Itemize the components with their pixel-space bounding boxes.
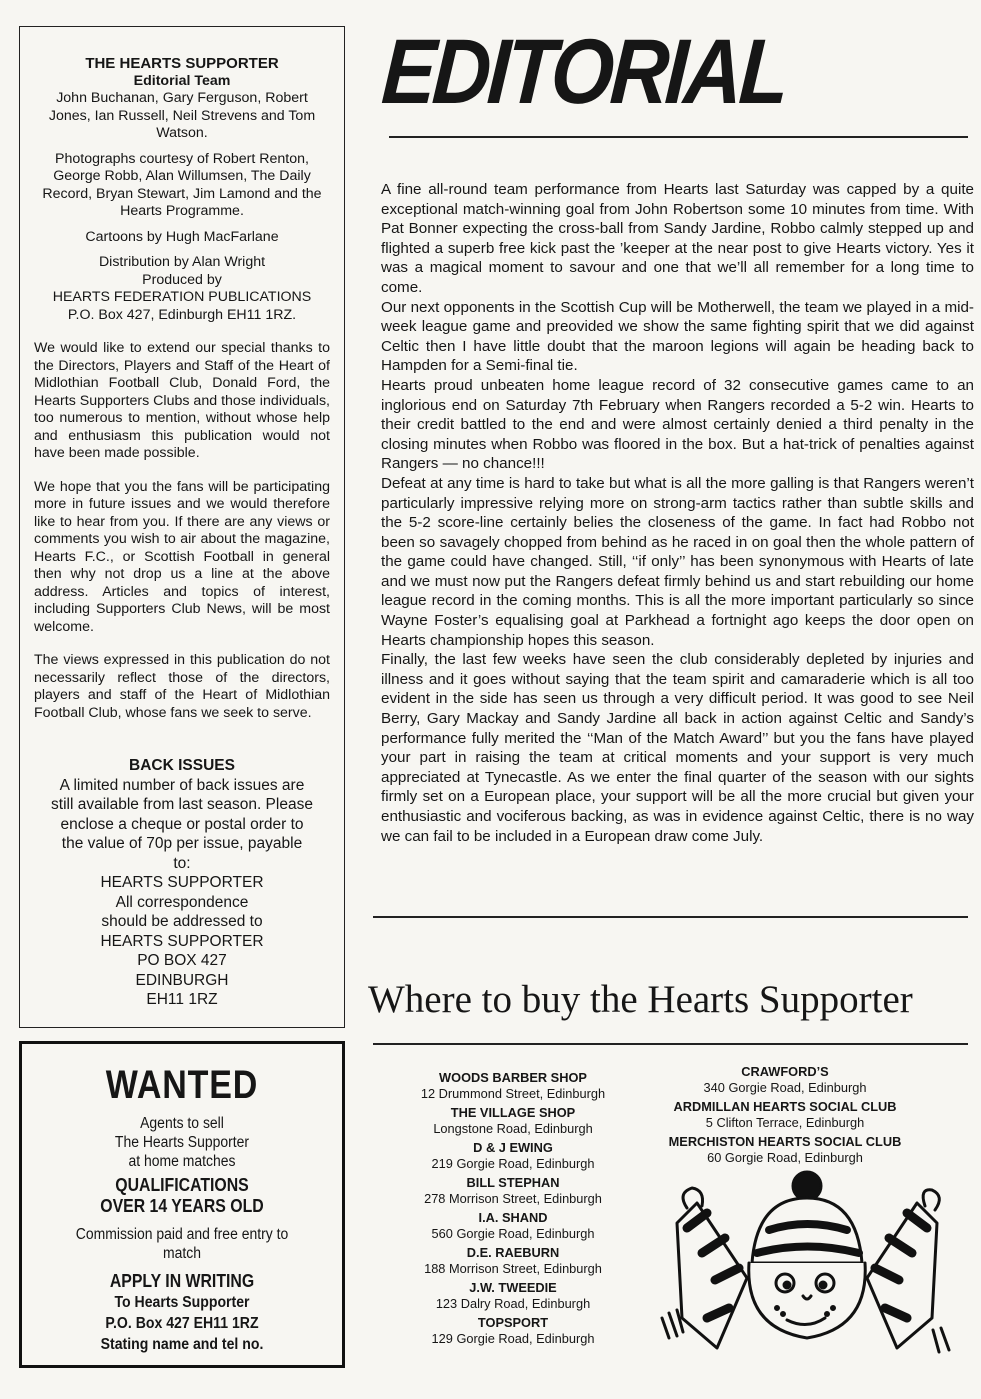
shop-name: BILL STEPHAN <box>466 1175 560 1190</box>
editorial-bottom-rule <box>373 916 968 918</box>
mascot-cartoon-icon <box>657 1168 957 1383</box>
editorial-paragraph: Our next opponents in the Scottish Cup will be Motherwell, the team we played in a mid-week league game and preovided we show the same fighting spirit that we did against Celtic then I have little doubt that the maroon legions will again be heading back to Hampden for a Semi-final tie. <box>381 298 974 375</box>
back-issues-line: EDINBURGH <box>135 971 229 989</box>
shop-address: 340 Gorgie Road, Edinburgh <box>703 1079 867 1095</box>
editorial-team-label: Editorial Team <box>133 72 231 89</box>
back-issues-line: the value of 70p per issue, payable <box>61 835 303 852</box>
wanted-advert <box>19 1041 345 1368</box>
apply-line: Stating name and tel no. <box>100 1336 264 1353</box>
back-issues-line: PO BOX 427 <box>137 952 227 969</box>
shop-name: TOPSPORT <box>477 1315 549 1330</box>
shop-address: 129 Gorgie Road, Edinburgh <box>431 1330 595 1346</box>
shop-name: WOODS BARBER SHOP <box>439 1070 587 1085</box>
qualifications-line: QUALIFICATIONS <box>115 1175 249 1195</box>
editorial-body <box>381 180 974 846</box>
shop-name: THE VILLAGE SHOP <box>450 1105 576 1120</box>
back-issues-line: to: <box>173 854 191 872</box>
editorial-heading-rule <box>389 136 968 138</box>
shop-address: 12 Drummond Street, Edinburgh <box>420 1085 606 1101</box>
back-issues-line: enclose a cheque or postal order to <box>60 815 304 833</box>
publisher-address: P.O. Box 427, Edinburgh EH11 1RZ. <box>67 306 297 323</box>
editorial-heading: EDITORIAL <box>379 21 789 123</box>
wanted-line: at home matches <box>128 1153 236 1170</box>
photo-credits: Photographs courtesy of Robert Renton, George Robb, Alan Willumsen, The Daily Record, Bryan Stewart, Jim Lamond and the Hearts Programme. <box>42 150 322 219</box>
shop-name: ARDMILLAN HEARTS SOCIAL CLUB <box>673 1099 897 1114</box>
views-disclaimer: The views expressed in this publication do not necessarily reflect those of the directors, players and staff of the Heart of Midlothian Football Club, whose fans we seek to serve. <box>34 652 330 721</box>
shop-name: CRAWFORD’S <box>741 1064 829 1079</box>
qualifications-line: OVER 14 YEARS OLD <box>100 1196 264 1216</box>
shop-address: 278 Morrison Street, Edinburgh <box>424 1190 602 1206</box>
thanks-paragraph: We would like to extend our special thanks to the Directors, Players and Staff of the Heart of Midlothian Football Club, Donald Ford, the Hearts Supporters Clubs and those individuals, too numerous to mention, without whose help and enthusiasm this publication would not have been made possible. <box>34 340 330 461</box>
distribution-credit: Distribution by Alan Wright <box>98 254 266 270</box>
shop-name: D.E. RAEBURN <box>466 1245 560 1260</box>
apply-line: To Hearts Supporter <box>114 1294 250 1311</box>
wanted-title: WANTED <box>105 1063 259 1107</box>
masthead-box <box>19 26 345 1028</box>
shop-name: D & J EWING <box>473 1140 553 1155</box>
shop-address: 188 Morrison Street, Edinburgh <box>424 1260 602 1276</box>
commission-line: match <box>163 1245 201 1262</box>
editorial-paragraph: Finally, the last few weeks have seen the club considerably depleted by injuries and illness and it goes without saying that the team spirit and camaraderie which is all too evident in the side has seen us through a very difficult period. It was good to see Neil Berry, Gary Mackay and Sandy Jardine all back in action against Celtic and Sandy’s performance fully merited the ‘‘Man of the Match Award’’ but you the fans have played your part in raising the team at critical moments and your support is very much appreciated at Tynecastle. As we enter the final quarter of the season with our sights firmly set on a European place, your support will be all the more crucial but given your enthusiastic and vociferous backing, as was in evidence against Celtic, there is no way we can fail to be included in a European draw come July. <box>381 651 974 845</box>
publisher-name: HEARTS FEDERATION PUBLICATIONS <box>52 289 312 305</box>
wanted-line: Agents to sell <box>140 1115 224 1132</box>
masthead-title: THE HEARTS SUPPORTER <box>85 55 279 72</box>
shop-address: 5 Clifton Terrace, Edinburgh <box>705 1114 865 1130</box>
back-issues-line: EH11 1RZ <box>146 991 218 1008</box>
where-to-buy-rule <box>373 1043 968 1045</box>
back-issues-line: All correspondence <box>115 893 249 911</box>
editorial-team-names: John Buchanan, Gary Ferguson, Robert Jones, Ian Russell, Neil Strevens and Tom Watson. <box>48 90 316 141</box>
back-issues-line: still available from last season. Please <box>51 796 313 813</box>
apply-line: P.O. Box 427 EH11 1RZ <box>105 1315 259 1332</box>
back-issues-line: HEARTS SUPPORTER <box>100 874 264 891</box>
shop-address: 123 Dalry Road, Edinburgh <box>435 1295 591 1311</box>
editorial-paragraph: Defeat at any time is hard to take but what is all the more galling is that Rangers weren’t particularly impressive relying more on strong-arm tactics rather than subtle skills and the 5-2 score-line certainly belies the closeness of the game. In fact had Robbo not been so savagely chopped from behind as he raced in on goal then the whole pattern of the game could have changed. Still, ‘‘if only’’ has been synonymous with Hearts of late and we must now put the Rangers defeat firmly behind us and start rebuilding our home league record in the coming months. This is all the more important particularly so since Wayne Foster’s equalising goal at Parkhead a fortnight ago keeps the door open on Hearts championship hopes this season. <box>381 474 974 649</box>
shop-address: Longstone Road, Edinburgh <box>433 1120 593 1136</box>
shop-list-right <box>660 1064 910 1169</box>
where-to-buy-heading: Where to buy the Hearts Supporter <box>368 978 913 1021</box>
back-issues-line: should be addressed to <box>101 913 263 930</box>
shop-name: J.W. TWEEDIE <box>469 1280 557 1295</box>
wanted-line: The Hearts Supporter <box>114 1134 250 1151</box>
commission-line: Commission paid and free entry to <box>75 1226 289 1243</box>
produced-by-label: Produced by <box>142 271 222 288</box>
back-issues-line: A limited number of back issues are <box>59 776 305 794</box>
hope-paragraph: We hope that you the fans will be participating more in future issues and we would therefore like to hear from you. If there are any views or comments you wish to air about the magazine, Hearts F.C., or Scottish Football in general then why not drop us a line at the above address. Articles and topics of interest, including Supporters Club News, will be most welcome. <box>34 478 330 635</box>
shop-list-left <box>403 1070 623 1350</box>
back-issues-line: HEARTS SUPPORTER <box>100 932 264 950</box>
apply-line: APPLY IN WRITING <box>109 1271 255 1291</box>
shop-name: I.A. SHAND <box>478 1210 548 1225</box>
editorial-paragraph: A fine all-round team performance from Hearts last Saturday was capped by a quite exceptional match-winning goal from John Robertson some 10 minutes from time. With Pat Bonner expecting the cross-ball from Sandy Jardine, Robbo calmly stepped up and flighted a superb free kick past the ’keeper at the near post to give Hearts victory. Yes it was a magical moment to savour and one that we’ll all remember for a long time to come. <box>381 181 974 296</box>
back-issues-title: BACK ISSUES <box>129 757 235 774</box>
shop-address: 60 Gorgie Road, Edinburgh <box>707 1149 863 1165</box>
shop-address: 219 Gorgie Road, Edinburgh <box>431 1155 595 1171</box>
back-issues-section <box>34 756 330 1010</box>
editorial-paragraph: Hearts proud unbeaten home league record of 32 consecutive games came to an inglorious end on Saturday 7th February when Rangers recorded a 5-2 win. Hearts to their credit battled to the end and were almost certainly denied a third penalty in the closing minutes when Robbo was floored in the box. But a hat-trick of penalties against Rangers — no chance!!! <box>381 376 974 473</box>
cartoon-credit: Cartoons by Hugh MacFarlane <box>85 228 279 245</box>
shop-address: 560 Gorgie Road, Edinburgh <box>431 1225 595 1241</box>
shop-name: MERCHISTON HEARTS SOCIAL CLUB <box>668 1134 902 1149</box>
